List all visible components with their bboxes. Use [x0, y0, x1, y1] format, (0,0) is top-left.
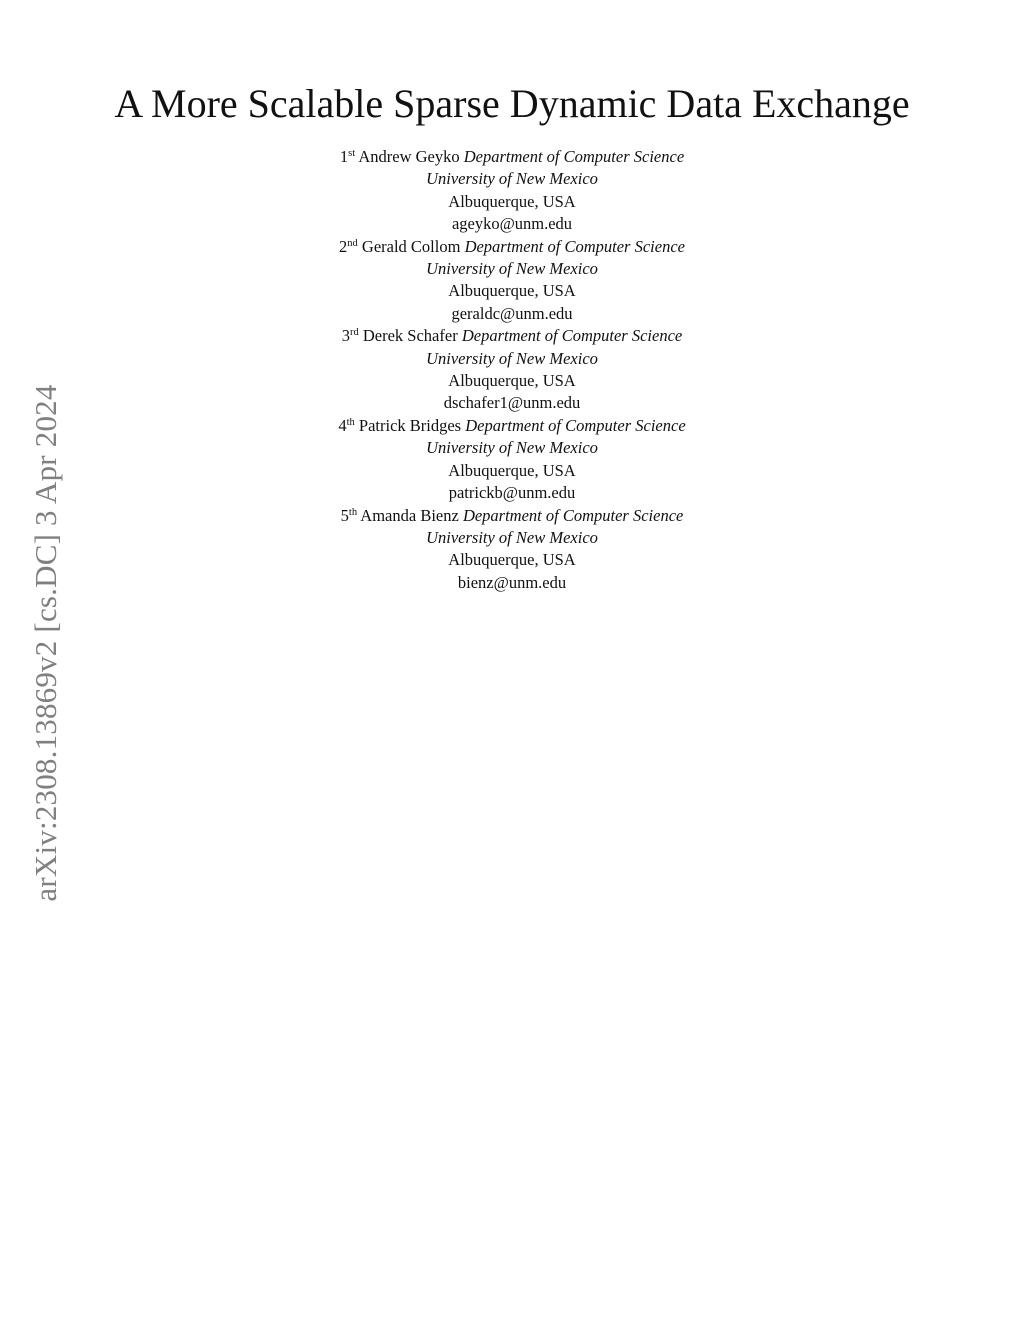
author-block [0, 415, 1024, 505]
author-name-line [0, 325, 1024, 347]
author-ordinal-suffix: nd [347, 237, 358, 249]
author-location: Albuquerque, USA [448, 191, 576, 211]
author-email: bienz@unm.edu [457, 572, 567, 592]
author-department: Department of Computer Science [463, 147, 685, 166]
author-name-line [0, 236, 1024, 258]
author-list [0, 146, 1024, 594]
author-location: Albuquerque, USA [448, 550, 576, 570]
author-department: Department of Computer Science [465, 415, 686, 435]
author-ordinal: 3 [341, 326, 350, 346]
author-ordinal: 5 [340, 505, 349, 525]
arxiv-identifier: arXiv:2308.13869v2 [cs.DC] 3 Apr 2024 [28, 384, 63, 902]
author-block [0, 146, 1024, 236]
author-location: Albuquerque, USA [448, 371, 576, 391]
author-ordinal-suffix: th [348, 506, 358, 518]
author-name: Patrick Bridges [358, 415, 462, 435]
author-department: Department of Computer Science [462, 505, 684, 525]
author-ordinal-suffix: st [348, 148, 356, 159]
author-block [0, 325, 1024, 415]
author-university: University of New Mexico [426, 438, 598, 458]
author-email: dschafer1@unm.edu [443, 393, 581, 413]
author-ordinal: 4 [338, 415, 347, 435]
author-name: Andrew Geyko [358, 147, 460, 166]
author-location: Albuquerque, USA [448, 281, 576, 301]
author-university: University of New Mexico [426, 169, 598, 189]
author-ordinal-suffix: th [346, 416, 355, 428]
author-department: Department of Computer Science [464, 236, 685, 256]
author-ordinal-suffix: rd [350, 327, 359, 339]
author-name: Derek Schafer [362, 326, 458, 346]
author-ordinal: 2 [339, 236, 348, 256]
author-name-line [0, 146, 1024, 168]
author-name-line [0, 415, 1024, 437]
author-name: Amanda Bienz [360, 505, 459, 525]
author-university: University of New Mexico [426, 527, 598, 547]
paper-title: A More Scalable Sparse Dynamic Data Exchange [114, 81, 910, 126]
author-university: University of New Mexico [426, 348, 598, 368]
author-location: Albuquerque, USA [448, 460, 576, 480]
author-email: geraldc@unm.edu [451, 303, 573, 323]
author-university: University of New Mexico [426, 259, 598, 279]
author-department: Department of Computer Science [461, 326, 683, 346]
author-ordinal: 1 [339, 147, 349, 166]
author-email: ageyko@unm.edu [451, 214, 573, 234]
author-block [0, 505, 1024, 595]
author-email: patrickb@unm.edu [448, 483, 576, 503]
author-name-line [0, 505, 1024, 527]
author-block [0, 236, 1024, 326]
author-name: Gerald Collom [361, 236, 461, 256]
